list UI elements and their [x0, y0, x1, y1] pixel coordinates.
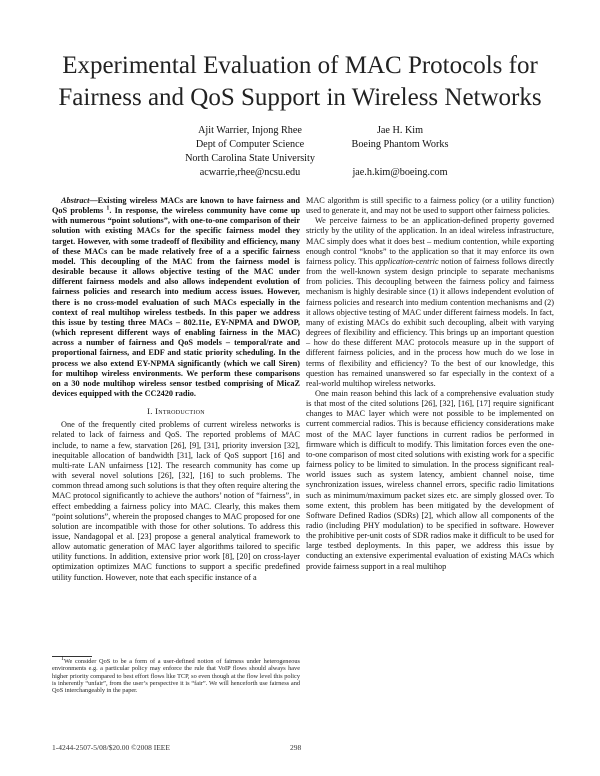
author-left-names: Ajit Warrier, Injong Rhee: [198, 125, 302, 136]
right-paragraph-2b: notion of fairness follows directly from the well-known system design principle to separate mechanisms from policies. This decoupling between the fairness policy and fairness mechanism is highly desirable since (1) it allows independent evolution of fairness policies and research into medium contention mechanisms and (2) it allows objective testing of MAC under different fairness models. In fact, many of existing MACs do exhibit such decoupling, albeit with varying degrees of flexibility and efficiency. This brings up an important question – how do these different MAC protocols measure up in the support of different fairness policies, and in the process how much do we lose in terms of flexibility and efficiency? To the best of our knowledge, this question has remained unanswered so far especially in the context of a real-world multihop wireless networks.: [306, 256, 554, 388]
author-left-univ: North Carolina State University: [185, 153, 315, 164]
right-column: [306, 196, 554, 572]
author-left-dept: Dept of Computer Science: [195, 139, 305, 150]
right-paragraph-2-emphasis: application-centric: [375, 256, 439, 266]
right-paragraph-3: One main reason behind this lack of a comprehensive evaluation study is that most of the cited solutions [26], [32], [16], [17] require significant changes to MAC layer which were not possible to be implemented on current commercial radios. This is because efficiency considerations make most of the MAC layer functions in current radios be performed in firmware which is difficult to modify. This limitation forces even the one-to-one comparison of most cited solutions with existing work for a specific fairness policy to be limited to simulation. In the process significant real-world issues such as system latency, ambient channel noise, time synchronization issues, wireless channel errors, specific radio limitations such as minimum/maximum packet sizes etc. are simply glossed over. To some extent, this problem has been mitigated by the development of Software Defined Radios (SDRs) [2], which allow all components of the radio (including PHY modulation) to be specified in software. However the prohibitive per-unit costs of SDR radios make it difficult to be used for large testbed deployments. In this paper, we address this issue by conducting an extensive experimental evaluation of existing MACs which provide fairness support in a real multihop: [306, 388, 554, 571]
section-heading-introduction: I. Introduction: [147, 406, 205, 417]
footnote-mark-ref: 1: [106, 205, 110, 212]
left-column: [52, 196, 300, 583]
intro-paragraph: One of the frequently cited problems of current wireless networks is related to lack of fairness and QoS. The reported problems of MAC include, to name a few, starvation [26], [9], [31], priority inversion [32], inequitable allocation of bandwidth [31], lack of QoS support [16] and multi-rate LAN unfairness [12]. The research community has come up with several novel solutions [26], [32], [16] to such problems. The common thread among such solutions is that they often require altering the MAC protocol significantly to achieve the authors’ notion of “fairness”, in effect embedding a fairness policy into MAC. Clearly, this makes them “point solutions”, wherein the proposed changes to MAC proposed for one solution are incompatible with those for other solutions. To address this issue, Nandagopal et al. [23] propose a general analytical framework to allow automatic generation of MAC layer algorithms tailored to specific utility functions. In addition, extensive prior work [8], [20] on cross-layer optimization optimizes MAC functions to support a specific predefined utility function. However, note that each specific instance of a: [52, 420, 300, 582]
title-line-2: Fairness and QoS Support in Wireless Networks: [58, 84, 542, 111]
paper-title: [0, 50, 600, 114]
author-left-email: acwarrie,rhee@ncsu.edu: [199, 167, 301, 178]
author-right-org: Boeing Phantom Works: [351, 139, 449, 150]
title-line-1: Experimental Evaluation of MAC Protocols for: [62, 52, 538, 79]
author-right-email: jae.h.kim@boeing.com: [352, 167, 448, 178]
abstract: [52, 196, 300, 399]
author-right-names: Jae H. Kim: [376, 125, 424, 136]
abstract-text: —Existing wireless MACs are known to have fairness and QoS problems: [52, 196, 300, 216]
right-paragraph-2a: We perceive fairness to be an application-defined property governed strictly by the utility of the application. In an ideal wireless infrastructure, MAC simply does what it does best – medium contention, while exporting enough control “knobs” to the application so that it may enforce its own fairness policy. This: [306, 216, 554, 266]
abstract-lead: Abstract: [61, 196, 90, 205]
right-paragraph-1: MAC algorithm is still specific to a fairness policy (or a utility function) used to generate it, and may not be used to support other fairness policies.: [306, 196, 554, 216]
abstract-text-2: . In response, the wireless community have come up with numerous “point solutions”, with one-to-one comparison of their solution with existing MACs for the specific fairness model they target. However, with some tradeoff of flexibility and efficiency, many of these MACs can be made relatively free of a a specific fairness model. This decoupling of the MAC from the fairness model is desirable because it allows objective testing of the MAC under different fairness models and also allows independent evolution of fairness policies and research into medium access issues. However, there is no cross-model evaluation of such MACs especially in the context of real multihop wireless testbeds. In this paper we address this issue by testing three MACs – 802.11e, EY-NPMA and DWOP, (which represent different ways of enabling fairness in the MAC) across a number of fairness and QoS models – temporal/rate and proportional fairness, and EDF and static priority scheduling. In the process we also extend EY-NPMA significantly (which we call Siren) for multihop wireless environments. We perform these comparisons on a 30 node multihop wireless sensor testbed comprising of MicaZ devices equipped with the CC2420 radio.: [52, 206, 300, 398]
copyright-footer: 1-4244-2507-5/08/$20.00 ©2008 IEEE: [52, 743, 170, 752]
author-right: [335, 124, 465, 180]
author-left: [150, 124, 350, 180]
page-number: 298: [290, 743, 302, 752]
footnote-rule: [52, 656, 92, 657]
right-paragraph-2: [306, 216, 554, 389]
footnote-text: We consider QoS to be a form of a user-defined notion of fairness under heterogeneous environments e.g. a particular policy may enforce the rule that VoIP flows should always have higher priority compared to best effort flows like TCP, so even though at the flow level this policy is inherently “unfair”, from the user’s perspective it is “fair”. We will henceforth use fairness and QoS interchangeably in the paper.: [52, 658, 300, 695]
footnote: [52, 655, 300, 695]
footnote-mark: 1: [61, 655, 64, 662]
